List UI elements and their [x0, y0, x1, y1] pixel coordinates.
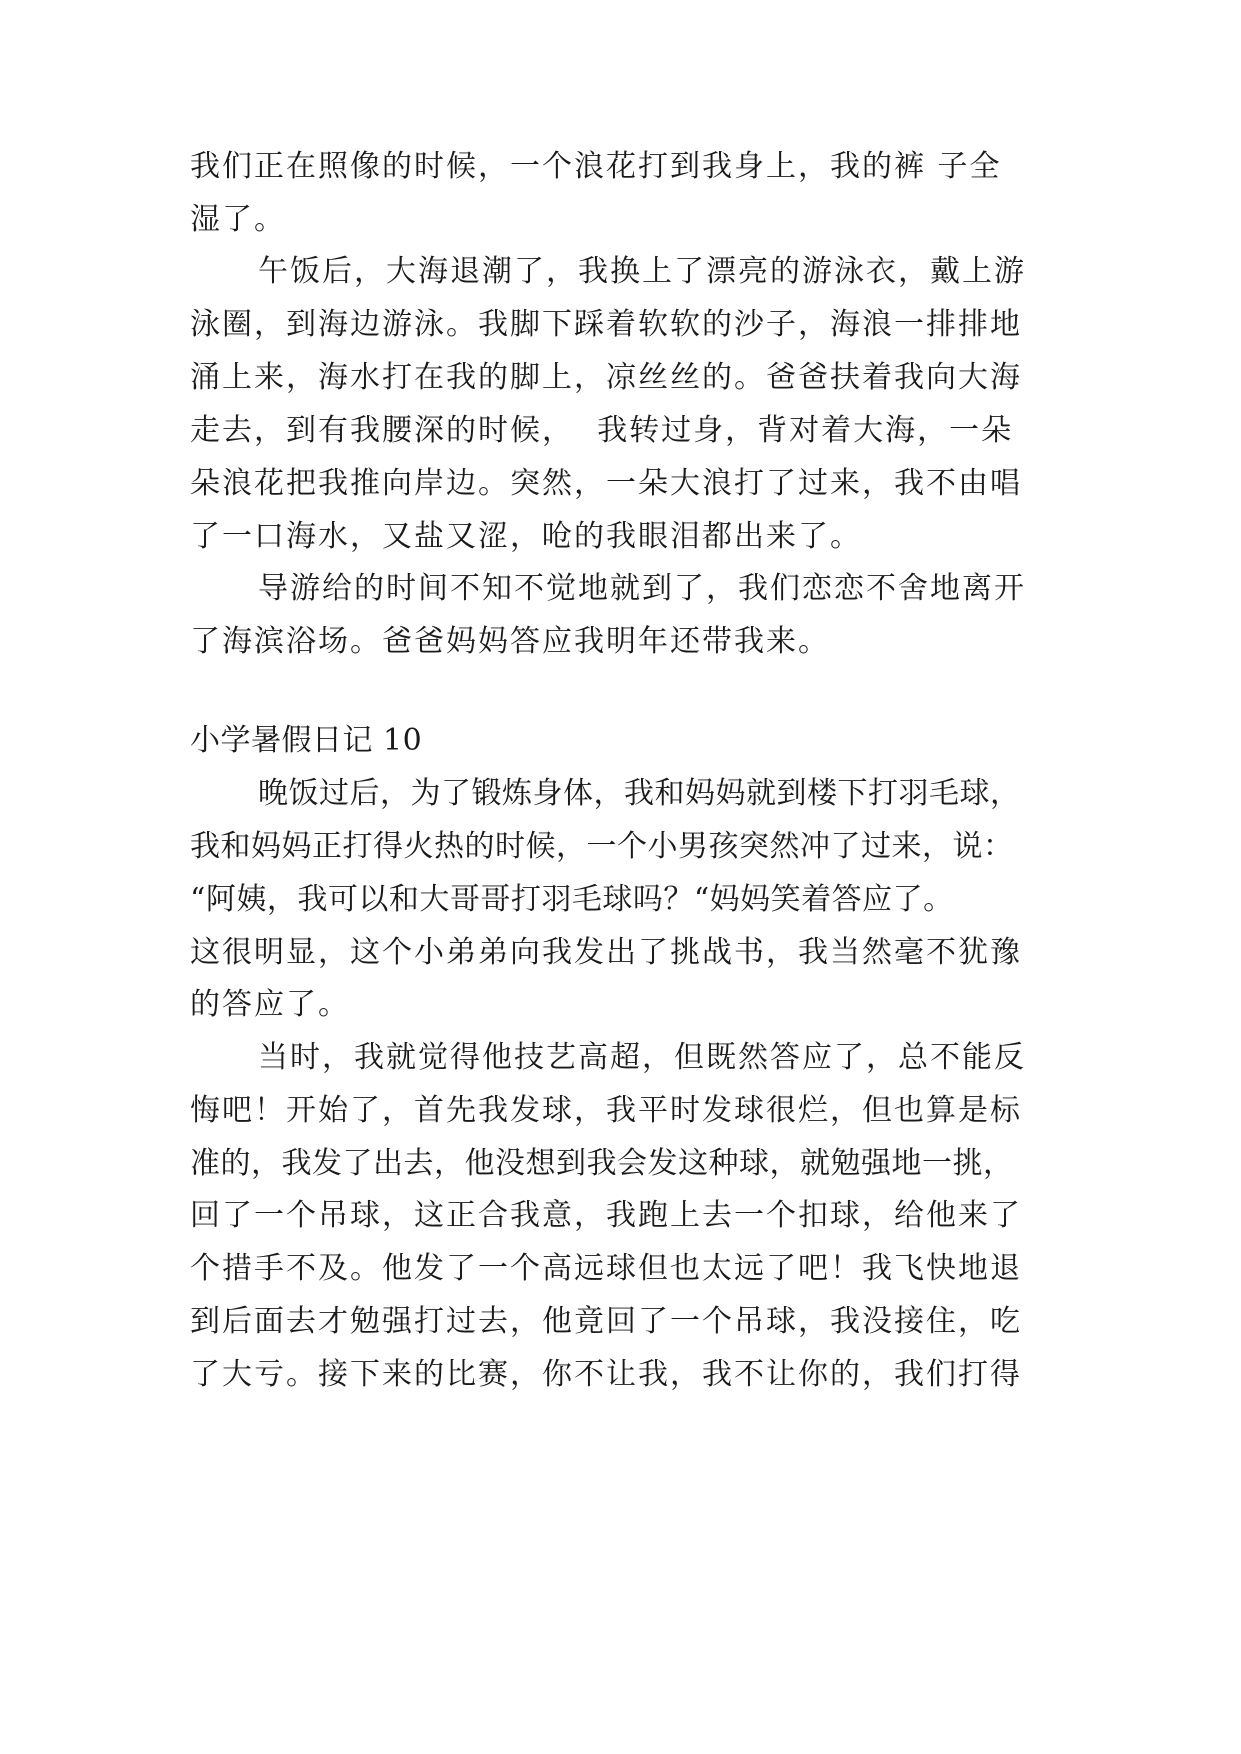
- paragraph-line: 了海滨浴场。爸爸妈妈答应我明年还带我来。: [190, 624, 830, 659]
- paragraph-line: 走去，到有我腰深的时候， 我转过身，背对着大海，一朵: [190, 413, 1014, 448]
- paragraph-line: 的答应了。: [190, 987, 350, 1022]
- paragraph-line: 湿了。: [190, 202, 286, 237]
- paragraph-line: 朵浪花把我推向岸边。突然，一朵大浪打了过来，我不由唱: [190, 466, 1022, 501]
- paragraph-line: 准的，我发了出去，他没想到我会发这种球，就勉强地一挑，: [190, 1146, 1014, 1181]
- paragraph-line: 我和妈妈正打得火热的时候，一个小男孩突然冲了过来，说：: [190, 829, 1014, 864]
- paragraph-line: 晚饭过后，为了锻炼身体，我和妈妈就到楼下打羽毛球，: [258, 776, 1021, 811]
- paragraph-line: 泳圈，到海边游泳。我脚下踩着软软的沙子，海浪一排排地: [190, 307, 1022, 342]
- paragraph-line: 到后面去才勉强打过去，他竟回了一个吊球，我没接住，吃: [190, 1304, 1022, 1339]
- paragraph-line: 悔吧！开始了，首先我发球，我平时发球很烂，但也算是标: [190, 1093, 1022, 1128]
- paragraph-line: 午饭后，大海退潮了，我换上了漂亮的游泳衣，戴上游: [258, 254, 1026, 289]
- paragraph-line: 个措手不及。他发了一个高远球但也太远了吧！我飞快地退: [190, 1251, 1022, 1286]
- paragraph-line: 我们正在照像的时候，一个浪花打到我身上，我的裤 子全: [190, 149, 1002, 184]
- paragraph-line: 了一口海水，又盐又涩，呛的我眼泪都出来了。: [190, 519, 862, 554]
- paragraph-line: 导游给的时间不知不觉地就到了，我们恋恋不舍地离开: [258, 571, 1026, 606]
- paragraph-line: 回了一个吊球，这正合我意，我跑上去一个扣球，给他来了: [190, 1198, 1022, 1233]
- paragraph-line: 了大亏。接下来的比赛，你不让我，我不让你的，我们打得: [190, 1357, 1022, 1392]
- paragraph-line: 这很明显，这个小弟弟向我发出了挑战书，我当然毫不犹豫: [190, 935, 1022, 970]
- paragraph-line: “阿姨，我可以和大哥哥打羽毛球吗？“妈妈笑着答应了。: [190, 882, 954, 917]
- paragraph-line: 涌上来，海水打在我的脚上，凉丝丝的。爸爸扶着我向大海: [190, 360, 1022, 395]
- section-heading: 小学暑假日记 10: [190, 723, 423, 758]
- paragraph-line: 当时，我就觉得他技艺高超，但既然答应了，总不能反: [258, 1040, 1026, 1075]
